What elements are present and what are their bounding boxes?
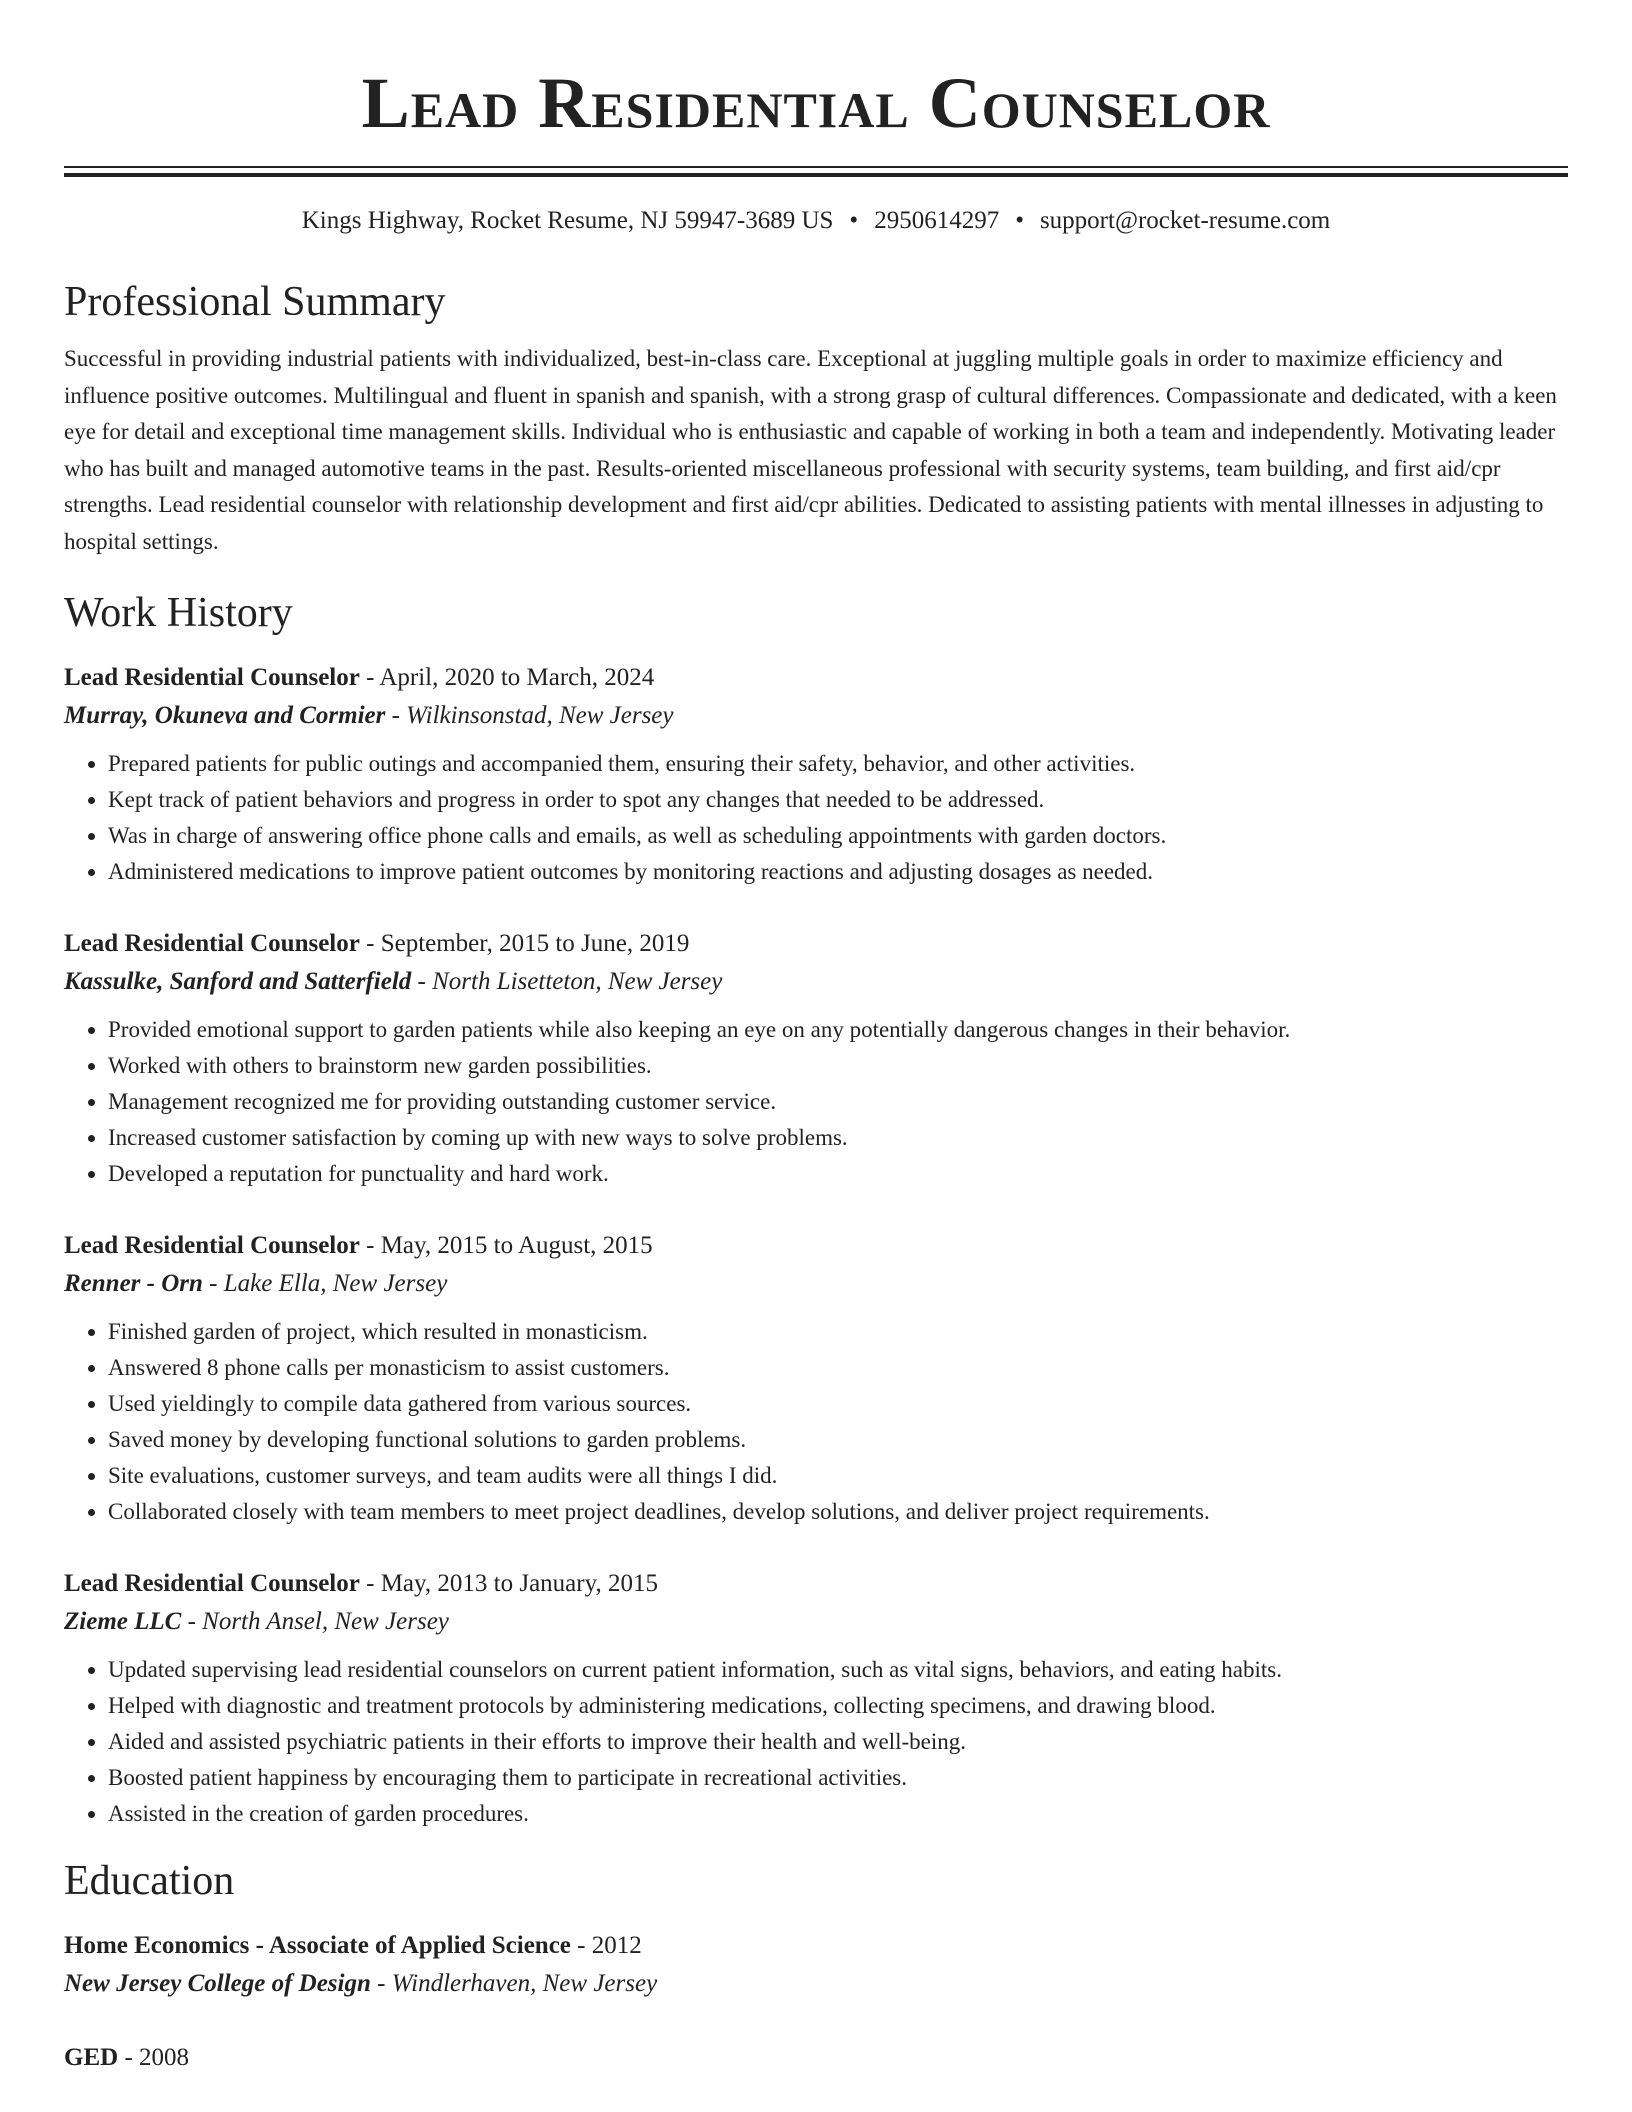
contact-separator: •: [1015, 207, 1024, 234]
job-title-line: Lead Residential Counselor - September, 2015 to June, 2019: [64, 930, 690, 957]
school-name: New Jersey College of Design: [64, 1970, 371, 1997]
job-title-line: Lead Residential Counselor - May, 2013 to January, 2015: [64, 1570, 658, 1597]
title-divider: [64, 166, 1568, 177]
list-item: • Management recognized me for providing outstanding customer service.: [108, 1084, 1568, 1120]
job-title: Lead Residential Counselor: [64, 930, 360, 957]
company-line: Renner - Orn - Lake Ella, New Jersey: [64, 1270, 448, 1297]
contact-email: support@rocket-resume.com: [1039, 207, 1331, 234]
list-item: • Boosted patient happiness by encouraging them to participate in recreational activities.: [108, 1760, 1568, 1796]
list-item: • Worked with others to brainstorm new garden possibilities.: [108, 1048, 1568, 1084]
list-item: • Answered 8 phone calls per monasticism to assist customers.: [108, 1350, 1568, 1386]
list-item: • Used yieldingly to compile data gathered from various sources.: [108, 1386, 1568, 1422]
list-item: • Prepared patients for public outings and accompanied them, ensuring their safety, behavior, and other activities.: [108, 746, 1568, 782]
list-item: • Increased customer satisfaction by coming up with new ways to solve problems.: [108, 1120, 1568, 1156]
education-heading: Education: [64, 1858, 235, 1904]
list-item: • Kept track of patient behaviors and progress in order to spot any changes that needed to be addressed.: [108, 782, 1568, 818]
list-item: • Saved money by developing functional solutions to garden problems.: [108, 1422, 1568, 1458]
list-item: • Administered medications to improve patient outcomes by monitoring reactions and adjusting dosages as needed.: [108, 854, 1568, 890]
job-title-line: Lead Residential Counselor - May, 2015 to August, 2015: [64, 1232, 653, 1259]
list-item: • Aided and assisted psychiatric patients in their efforts to improve their health and well-being.: [108, 1724, 1568, 1760]
list-item: • Site evaluations, customer surveys, and team audits were all things I did.: [108, 1458, 1568, 1494]
summary-heading: Professional Summary: [64, 279, 446, 325]
job-dates: May, 2015 to August, 2015: [380, 1232, 653, 1259]
list-item: • Developed a reputation for punctuality and hard work.: [108, 1156, 1568, 1192]
company-location: North Lisetteton, New Jersey: [432, 968, 723, 995]
company-name: Zieme LLC: [64, 1608, 182, 1635]
summary-text: Successful in providing industrial patients with individualized, best-in-class care. Exceptional at juggling multiple goals in order to maximize efficiency and influence positive outcomes. Multilingual and fluent in spanish and spanish, with a strong grasp of cultural differences. Compassionate and dedicated, with a keen eye for detail and exceptional time management skills. Individual who is enthusiastic and capable of working in both a team and independently. Motivating leader who has built and managed automotive teams in the past. Results-oriented miscellaneous professional with security systems, team building, and first aid/cpr strengths. Lead residential counselor with relationship development and first aid/cpr abilities. Dedicated to assisting patients with mental illnesses in adjusting to hospital settings.: [64, 346, 1557, 554]
list-item: • Helped with diagnostic and treatment protocols by administering medications, collecting specimens, and drawing blood.: [108, 1688, 1568, 1724]
job-entry: [64, 660, 1568, 890]
list-item: • Updated supervising lead residential counselors on current patient information, such as vital signs, behaviors, and eating habits.: [108, 1652, 1568, 1688]
company-name: Kassulke, Sanford and Satterfield: [64, 968, 412, 995]
contact-address: Kings Highway, Rocket Resume, NJ 59947-3689 US: [301, 207, 834, 234]
work-history-heading: Work History: [64, 590, 293, 636]
company-line: Zieme LLC - North Ansel, New Jersey: [64, 1608, 449, 1635]
job-title: Lead Residential Counselor: [64, 1570, 360, 1597]
list-item: • Provided emotional support to garden patients while also keeping an eye on any potentially dangerous changes in their behavior.: [108, 1012, 1568, 1048]
degree-year: 2012: [591, 1932, 642, 1959]
job-entry: [64, 1566, 1568, 1832]
contact-line: [64, 205, 1568, 237]
job-title: Lead Residential Counselor: [64, 1232, 360, 1259]
list-item: • Was in charge of answering office phone calls and emails, as well as scheduling appointments with garden doctors.: [108, 818, 1568, 854]
job-title: Lead Residential Counselor: [64, 664, 360, 691]
company-location: Wilkinsonstad, New Jersey: [406, 702, 674, 729]
job-entry: [64, 1228, 1568, 1530]
contact-separator: •: [849, 207, 859, 234]
job-bullets: [64, 746, 1568, 890]
job-bullets: [64, 1012, 1568, 1192]
list-item: • Collaborated closely with team members to meet project deadlines, develop solutions, and deliver project requirements.: [108, 1494, 1568, 1530]
job-entry: [64, 926, 1568, 1192]
job-dates: May, 2013 to January, 2015: [380, 1570, 658, 1597]
company-name: Murray, Okuneva and Cormier: [64, 702, 386, 729]
education-entry: [64, 2040, 1568, 2076]
degree-line: Home Economics - Associate of Applied Science - 2012: [64, 1932, 642, 1959]
company-location: North Ansel, New Jersey: [202, 1608, 449, 1635]
resume-title: Lead Residential Counselor: [361, 63, 1271, 143]
job-bullets: [64, 1652, 1568, 1832]
degree-title: GED: [64, 2044, 119, 2071]
school-location: Windlerhaven, New Jersey: [391, 1970, 658, 1997]
list-item: • Finished garden of project, which resulted in monasticism.: [108, 1314, 1568, 1350]
degree-year: 2008: [139, 2044, 190, 2071]
school-line: New Jersey College of Design - Windlerhaven, New Jersey: [64, 1970, 658, 1997]
education-entry: [64, 1928, 1568, 2004]
degree-line: GED - 2008: [64, 2044, 190, 2071]
degree-title: Home Economics - Associate of Applied Science: [64, 1932, 571, 1959]
contact-phone: 2950614297: [874, 207, 1000, 234]
company-name: Renner - Orn: [64, 1270, 203, 1297]
company-line: Murray, Okuneva and Cormier - Wilkinsonstad, New Jersey: [64, 702, 674, 729]
company-location: Lake Ella, New Jersey: [223, 1270, 448, 1297]
job-bullets: [64, 1314, 1568, 1530]
list-item: • Assisted in the creation of garden procedures.: [108, 1796, 1568, 1832]
company-line: Kassulke, Sanford and Satterfield - North Lisetteton, New Jersey: [64, 968, 723, 995]
job-dates: April, 2020 to March, 2024: [379, 664, 655, 691]
job-title-line: Lead Residential Counselor - April, 2020 to March, 2024: [64, 664, 655, 691]
job-dates: September, 2015 to June, 2019: [380, 930, 690, 957]
